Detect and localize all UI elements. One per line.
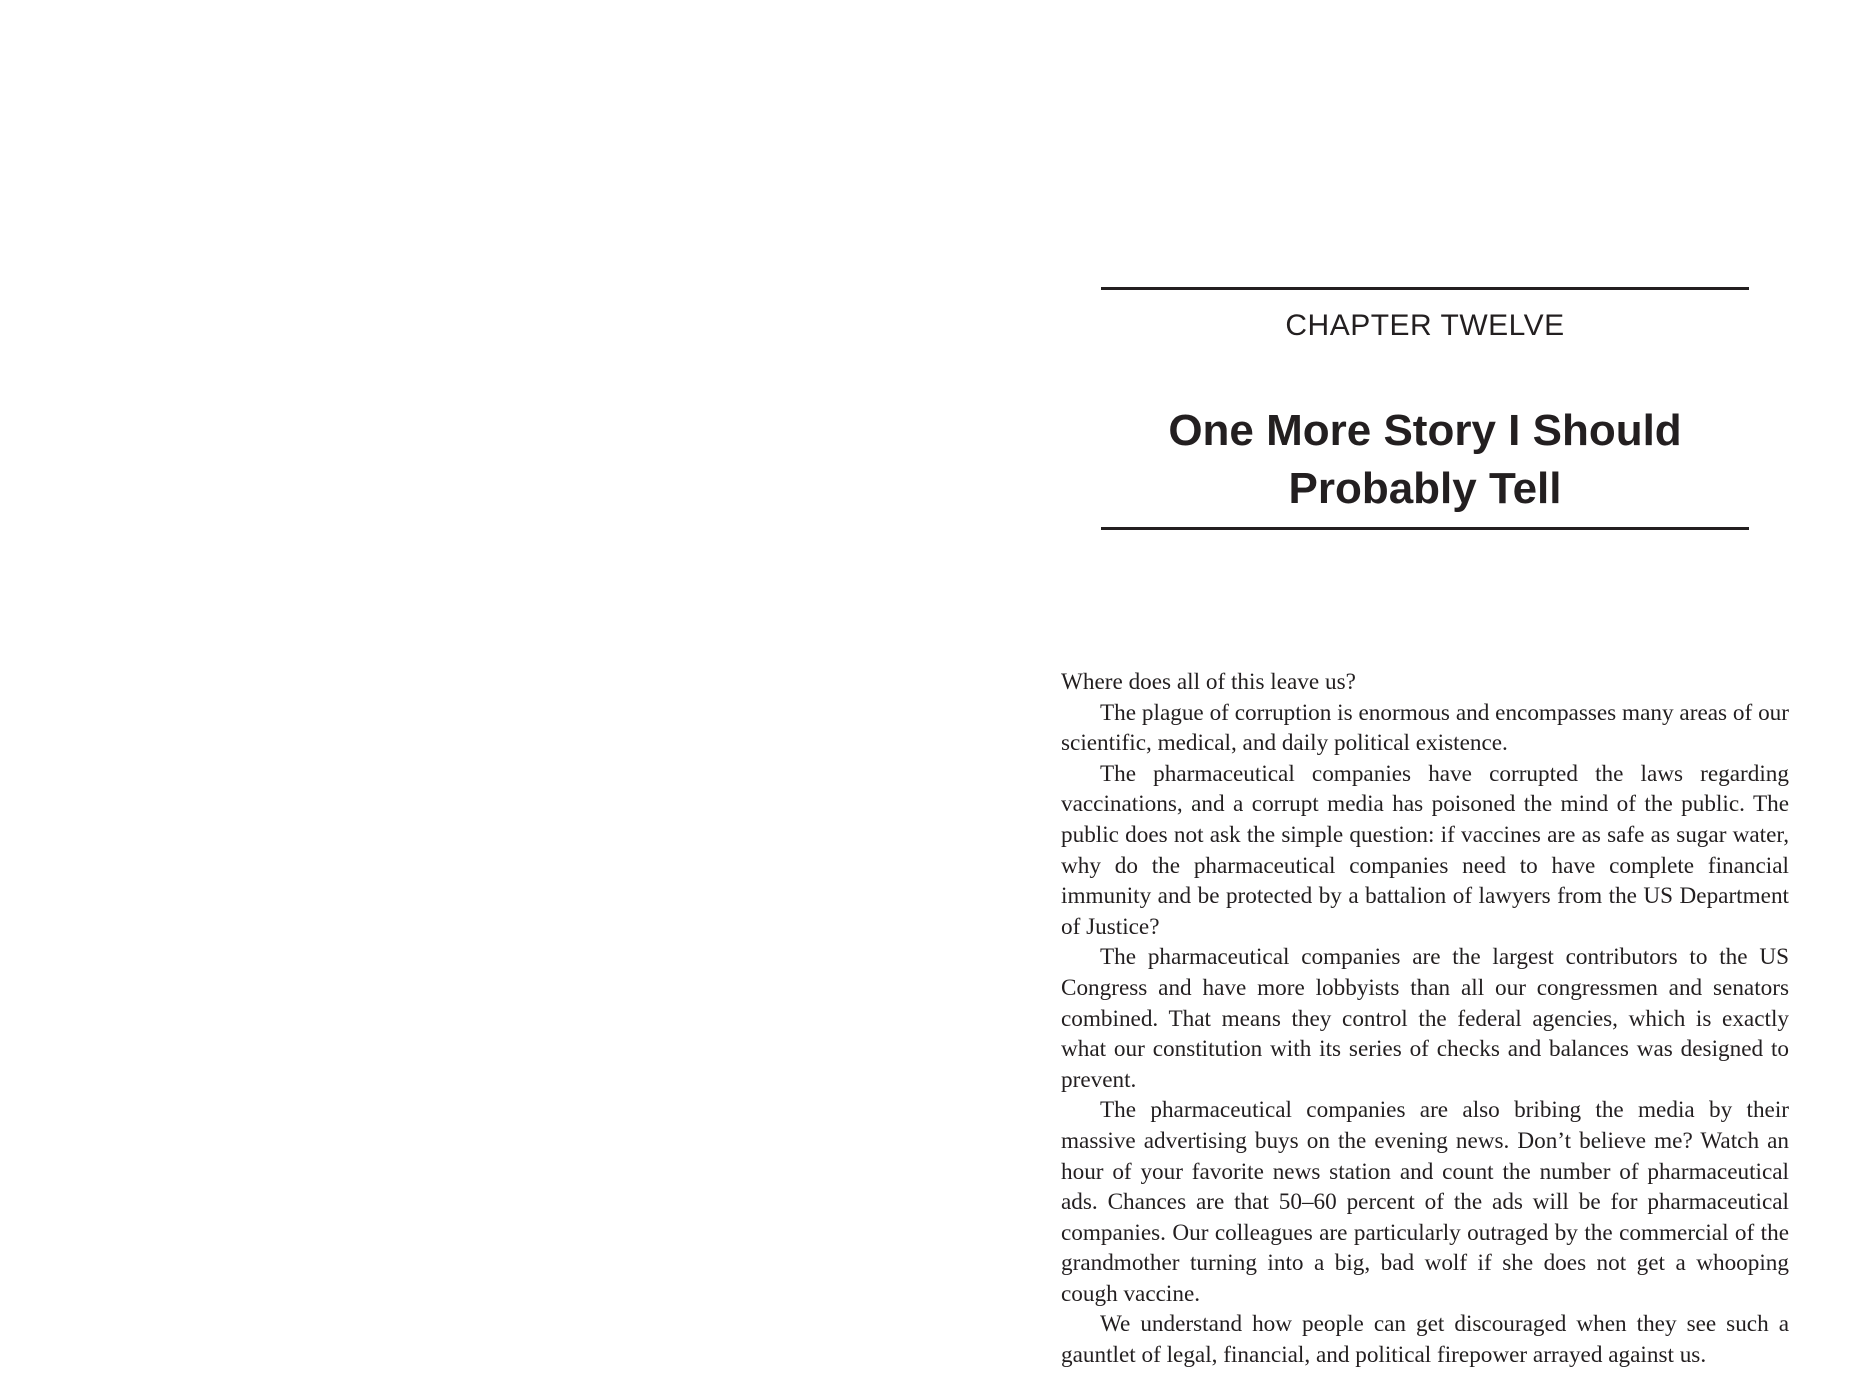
chapter-title-line-2: Probably Tell [1288,464,1562,513]
chapter-rule-top [1101,287,1749,290]
body-paragraph: The pharmaceutical companies have corrupted the laws regarding vaccinations, and a corrupt media has poisoned the mind of the public. The public does not ask the simple question: if vaccines are as safe as sugar water, why do the pharmaceutical companies need to have complete financial immunity and be protected by a battalion of lawyers from the US Department of Justice? [1061,760,1789,940]
body-paragraph: Where does all of this leave us? [1061,669,1356,695]
chapter-rule-bottom [1101,527,1749,530]
chapter-label: CHAPTER TWELVE [1285,309,1565,342]
chapter-title-line-1: One More Story I Should [1168,406,1682,455]
chapter-title [1101,402,1749,518]
body-paragraph: We understand how people can get discouraged when they see such a gauntlet of legal, financial, and political firepower arrayed against us. [1061,1311,1789,1369]
body-paragraph: The pharmaceutical companies are also bribing the media by their massive advertising buys on the evening news. Don’t believe me? Watch an hour of your favorite news station and count the number of pharmaceutical ads. Chances are that 50–60 percent of the ads will be for pharmaceutical companies. Our colleagues are particularly outraged by the commercial of the grandmother turning into a big, bad wolf if she does not get a whooping cough vaccine. [1061,1097,1789,1307]
chapter-body [1061,667,1789,1371]
body-paragraph: The plague of corruption is enormous and encompasses many areas of our scientific, medical, and daily political existence. [1061,699,1789,757]
body-paragraph: The pharmaceutical companies are the largest contributors to the US Congress and have more lobbyists than all our congressmen and senators combined. That means they control the federal agencies, which is exactly what our constitution with its series of checks and balances was designed to prevent. [1061,944,1789,1093]
